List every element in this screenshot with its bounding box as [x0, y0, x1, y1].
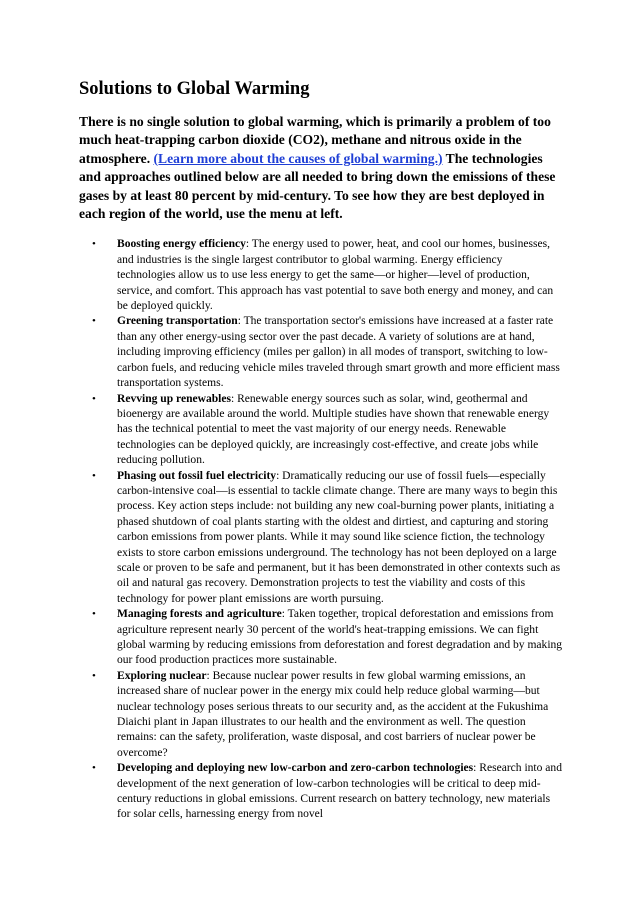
- bullet-icon: •: [92, 392, 96, 405]
- item-text: : The transportation sector's emissions have increased at a faster rate than any other energy-using sector over the past decade. A variety of solutions are at hand, including improving efficiency (miles per gallon) in all modes of transport, switching to low-carbon fuels, and reducing vehicle miles traveled through smart growth and more efficient mass transportation systems.: [117, 315, 560, 390]
- item-text: : Because nuclear power results in few global warming emissions, an increased share of nuclear power in the energy mix could help reduce global warming—but nuclear technology poses serious threats to our security and, as the accident at the Fukushima Diaichi plant in Japan illustrates to our health and the environment as well. The question remains: can the safety, proliferation, waste disposal, and cost barriers of nuclear power be overcome?: [117, 669, 549, 759]
- page-title: Solutions to Global Warming: [79, 79, 310, 99]
- bullet-icon: •: [92, 315, 96, 328]
- list-item: [79, 607, 563, 669]
- intro-text-before: There is no single solution to global warming, which is primarily a problem of too much heat-trapping carbon dioxide (CO2), methane and nitrous oxide in the atmosphere.: [79, 114, 551, 166]
- item-text: : Taken together, tropical deforestation and emissions from agriculture represent nearly 30 percent of the world's heat-trapping emissions. We can fight global warming by reducing emissions from deforestation and forest degradation and by making our food production practices more sustainable.: [117, 608, 563, 667]
- intro-text-after: The technologies and approaches outlined below are all needed to bring down the emissions of these gases by at least 80 percent by mid-century. To see how they are best deployed in each region of the world, use the menu at left.: [79, 150, 556, 222]
- bullet-icon: •: [92, 469, 96, 482]
- item-heading: Phasing out fossil fuel electricity: [117, 469, 277, 482]
- item-heading: Exploring nuclear: [117, 669, 207, 682]
- list-item: [79, 237, 563, 314]
- bullet-icon: •: [92, 238, 96, 251]
- item-heading: Managing forests and agriculture: [117, 608, 282, 621]
- solutions-list: [79, 237, 563, 822]
- item-text: : The energy used to power, heat, and cool our homes, businesses, and industries is the single largest contributor to global warming. Energy efficiency technologies allow us to use less energy to get the same—or higher—level of production, service, and comfort. This approach has vast potential to save both energy and money, and can be deployed quickly.: [117, 238, 554, 313]
- list-item: [79, 392, 563, 469]
- item-heading: Greening transportation: [117, 315, 238, 328]
- causes-link[interactable]: (Learn more about the causes of global warming.): [153, 150, 443, 166]
- document-page: [79, 78, 563, 823]
- intro-paragraph: [79, 113, 563, 223]
- bullet-icon: •: [92, 608, 96, 621]
- bullet-icon: •: [92, 762, 96, 775]
- list-item: [79, 314, 563, 391]
- item-text: : Renewable energy sources such as solar, wind, geothermal and bioenergy are available around the world. Multiple studies have shown that renewable energy has the technical potential to meet the vast majority of our energy needs. Renewable technologies can be deployed quickly, are increasingly cost-effective, and create jobs while reducing pollution.: [117, 392, 550, 467]
- list-item: [79, 469, 563, 608]
- list-item: [79, 761, 563, 823]
- item-heading: Developing and deploying new low-carbon and zero-carbon technologies: [117, 762, 474, 775]
- item-heading: Boosting energy efficiency: [117, 238, 246, 251]
- item-text: : Dramatically reducing our use of fossil fuels—especially carbon-intensive coal—is essential to tackle climate change. There are many ways to begin this process. Key action steps include: not building any new coal-burning power plants, initiating a phased shutdown of coal plants starting with the oldest and dirtiest, and capturing and storing carbon emissions from power plants. While it may sound like science fiction, the technology exists to store carbon emissions underground. The technology has not been deployed on a large scale or proven to be safe and permanent, but it has been demonstrated in other contexts such as oil and natural gas recovery. Demonstration projects to test the viability and costs of this technology for power plant emissions are worth pursuing.: [117, 469, 561, 605]
- item-heading: Revving up renewables: [117, 392, 231, 405]
- bullet-icon: •: [92, 669, 96, 682]
- item-text: : Research into and development of the next generation of low-carbon technologies will be critical to deep mid-century reductions in global emissions. Current research on battery technology, new materials for solar cells, harnessing energy from novel: [117, 762, 562, 821]
- list-item: [79, 669, 563, 761]
